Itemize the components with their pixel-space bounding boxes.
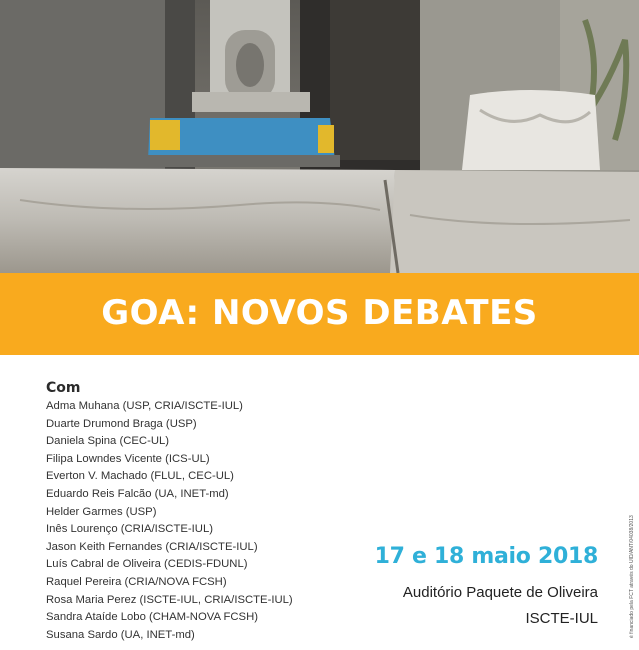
- participant-item: Jason Keith Fernandes (CRIA/ISCTE-IUL): [46, 540, 258, 553]
- participant-item: Rosa Maria Perez (ISCTE-IUL, CRIA/ISCTE-IUL): [46, 593, 293, 606]
- shrine-photo-illustration: [0, 0, 639, 273]
- funding-note: é financiado pela FCT através do UID/ANT/04038/2013: [629, 515, 635, 638]
- participant-item: Raquel Pereira (CRIA/NOVA FCSH): [46, 575, 227, 588]
- participant-item: Inês Lourenço (CRIA/ISCTE-IUL): [46, 523, 213, 536]
- participant-item: Filipa Lowndes Vicente (ICS-UL): [46, 452, 210, 465]
- participants-heading: Com: [46, 380, 81, 396]
- title-banner: [0, 273, 639, 355]
- event-title: GOA: NOVOS DEBATES: [101, 293, 538, 333]
- participant-item: Luís Cabral de Oliveira (CEDIS-FDUNL): [46, 558, 248, 571]
- participant-item: Adma Muhana (USP, CRIA/ISCTE-IUL): [46, 400, 243, 412]
- participant-item: Susana Sardo (UA, INET-md): [46, 628, 195, 641]
- participant-item: Eduardo Reis Falcão (UA, INET-md): [46, 487, 229, 500]
- participants-section: [46, 380, 293, 644]
- header-photo: [0, 0, 639, 273]
- event-venue: Auditório Paquete de Oliveira: [402, 584, 598, 601]
- event-date: 17 e 18 maio 2018: [374, 544, 598, 569]
- participant-list: [46, 398, 293, 644]
- participant-item: Sandra Ataíde Lobo (CHAM-NOVA FCSH): [46, 611, 259, 624]
- participant-item: Daniela Spina (CEC-UL): [46, 435, 170, 448]
- participant-item: Helder Garmes (USP): [46, 505, 157, 518]
- event-institution: ISCTE-IUL: [525, 610, 598, 627]
- participant-item: Everton V. Machado (FLUL, CEC-UL): [46, 470, 234, 483]
- participant-item: Duarte Drumond Braga (USP): [46, 417, 197, 430]
